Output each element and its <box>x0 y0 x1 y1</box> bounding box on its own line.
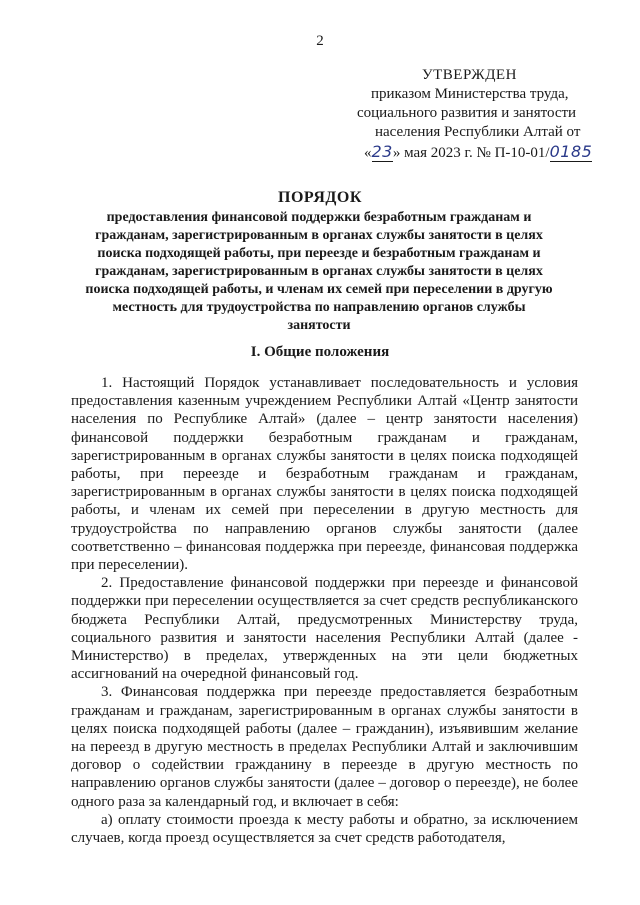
approval-line-3: социального развития и занятости <box>357 105 577 121</box>
paragraph-3: 3. Финансовая поддержка при переезде предоставляется безработным гражданам и гражданам, зарегистрированным в органах службы занятости в целях поиска подходящей работы (далее – гражданин), изъявившим желание на переезд в другую местность в пределах Республики Алтай и заключившим договор о содействии гражданину в переезде в другую местность по направлению органов службы занятости (далее – договор о переезде), не более одного раза за календарный год, и включает в себя: <box>71 684 578 810</box>
date-rest: мая 2023 г. № П-10-01/ <box>400 145 550 161</box>
approval-line-4: населения Республики Алтай от <box>375 124 581 140</box>
paragraph-2: 2. Предоставление финансовой поддержки при переезде и финансовой поддержки при переселении осуществляется за счет средств республиканского бюджета Республики Алтай, предусмотренных Министерству труда, социального развития и занятости населения Республики Алтай (далее - Министерство) в пределах, утвержденных на эти цели бюджетных ассигнований на очередной финансовый год. <box>71 575 578 683</box>
section-heading: I. Общие положения <box>250 344 390 360</box>
document-subtitle: предоставления финансовой поддержки безработным гражданам и гражданам, зарегистрированным в органах службы занятости в целях поиска подходящей работы, при переезде и безработным гражданам и гражданам, зарегистрированным в органах службы занятости в целях поиска подходящей работы, и членам их семей при переселении в другую местность для трудоустройства по направлению органов службы занятости <box>85 210 553 333</box>
date-day-handwritten: 23 <box>371 142 393 161</box>
document-body <box>71 374 578 847</box>
date-close-quote: » <box>392 145 401 161</box>
approval-title: УТВЕРЖДЕН <box>422 67 517 83</box>
page-number: 2 <box>316 33 324 49</box>
document-title: ПОРЯДОК <box>278 189 362 206</box>
paragraph-1: 1. Настоящий Порядок устанавливает последовательность и условия предоставления казенным учреждением Республики Алтай «Центр занятости населения по Республике Алтай» (далее – центр занятости населения) финансовой поддержки безработным гражданам и гражданам, зарегистрированным в органах службы занятости в целях поиска подходящей работы, при переезде и безработным гражданам и гражданам, зарегистрированным в органах службы занятости в целях поиска подходящей работы, и членам их семей при переселении в другую местность для трудоустройства по направлению органов службы занятости (далее соответственно – финансовая поддержка при переезде, финансовая поддержка при переселении). <box>71 375 578 574</box>
approval-stamp-block <box>354 66 616 163</box>
date-open-quote: « <box>364 145 372 161</box>
order-number-handwritten: 0185 <box>549 142 593 161</box>
approval-date-line <box>354 142 616 163</box>
approval-line-2: приказом Министерства труда, <box>371 86 569 102</box>
paragraph-3a: а) оплату стоимости проезда к месту работы и обратно, за исключением случаев, когда проезд осуществляется за счет средств работодателя, <box>71 811 578 847</box>
